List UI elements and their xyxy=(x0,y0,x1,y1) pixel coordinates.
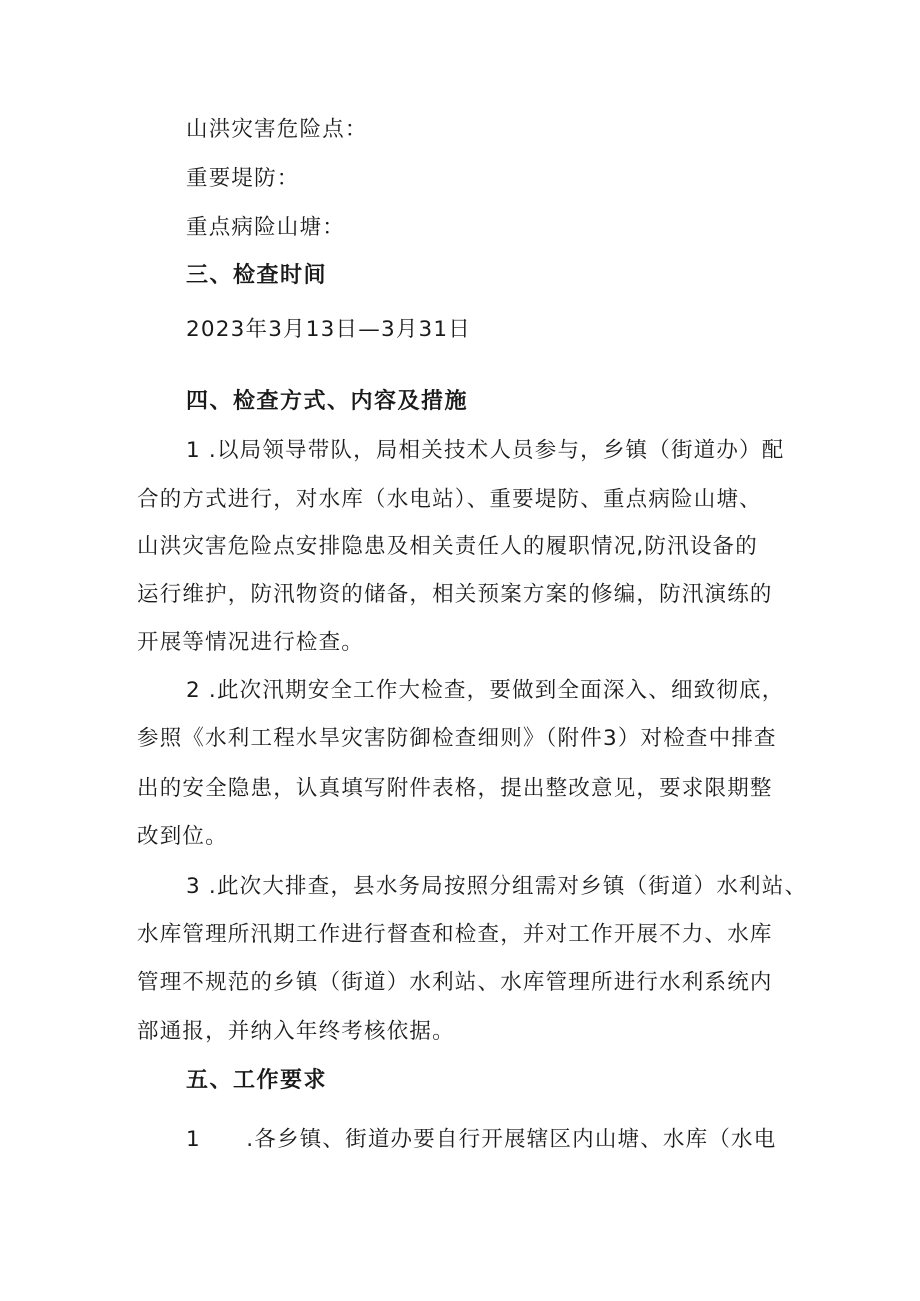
inspection-date-range: 2023年3月13日—3月31日 xyxy=(186,317,471,342)
section-heading-work-requirements: 五、工作要求 xyxy=(186,1068,328,1093)
levee-label: 重要堤防： xyxy=(186,166,300,191)
paragraph-1-line-4: 运行维护，防汛物资的储备，相关预案方案的修编，防汛演练的 xyxy=(137,582,773,607)
paragraph-3-line-4: 部通报，并纳入年终考核依据。 xyxy=(137,1019,455,1044)
paragraph-2-line-3: 出的安全隐患，认真填写附件表格，提出整改意见，要求限期整 xyxy=(137,776,773,801)
paragraph-1-line-5: 开展等情况进行检查。 xyxy=(137,630,365,655)
reservoir-pond-label: 重点病险山塘： xyxy=(186,215,345,240)
section-heading-inspection-method: 四、检查方式、内容及措施 xyxy=(186,389,469,414)
paragraph-3-line-2: 水库管理所汛期工作进行督查和检查，并对工作开展不力、水库 xyxy=(137,922,773,947)
paragraph-2-line-2: 参照《水利工程水旱灾害防御检查细则》（附件3）对检查中排查 xyxy=(137,726,777,751)
hazard-points-label: 山洪灾害危险点： xyxy=(186,117,368,142)
paragraph-3-line-3: 管理不规范的乡镇（街道）水利站、水库管理所进行水利系统内 xyxy=(137,970,773,995)
paragraph-1-line-1: 1 .以局领导带队，局相关技术人员参与，乡镇（街道办）配 xyxy=(186,438,785,463)
paragraph-1-line-3: 山洪灾害危险点安排隐患及相关责任人的履职情况,防汛设备的 xyxy=(137,534,758,559)
paragraph-4-line-1: 1 .各乡镇、街道办要自行开展辖区内山塘、水库（水电 xyxy=(186,1127,777,1152)
section-heading-inspection-time: 三、检查时间 xyxy=(186,263,328,288)
paragraph-1-line-2: 合的方式进行，对水库（水电站）、重要堤防、重点病险山塘、 xyxy=(137,487,762,512)
paragraph-3-line-1: 3 .此次大排查，县水务局按照分组需对乡镇（街道）水利站、 xyxy=(186,874,808,899)
paragraph-2-line-1: 2 .此次汛期安全工作大检查，要做到全面深入、细致彻底， xyxy=(186,678,785,703)
paragraph-2-line-4: 改到位。 xyxy=(137,824,228,849)
